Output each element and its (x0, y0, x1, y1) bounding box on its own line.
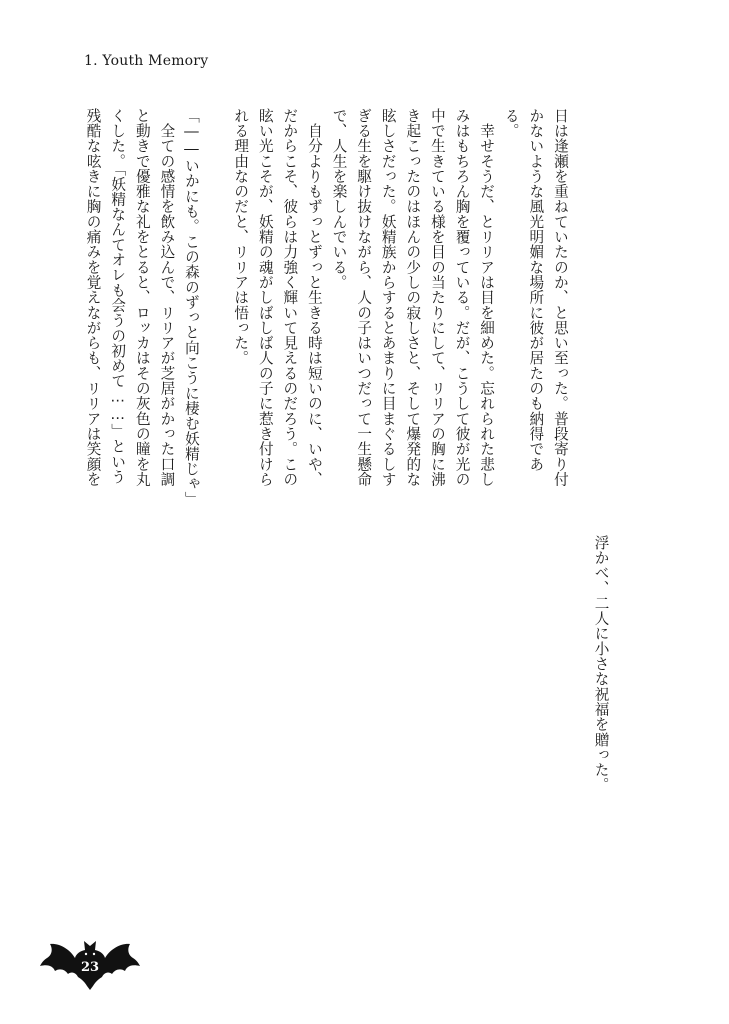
text-line: る。 (502, 108, 520, 139)
text-line: 幸せそうだ、とリリアは目を細めた。忘れられた悲し (478, 108, 496, 487)
text-line: 残酷な呟きに胸の痛みを覚えながらも、リリアは笑顔を (84, 108, 102, 487)
running-header: 1. Youth Memory (84, 53, 209, 69)
text-line: ぎる生を駆け抜けながら、人の子はいつだって一生懸命 (355, 108, 373, 487)
body-text-upper (80, 108, 572, 508)
text-line: 全ての感情を飲み込んで、リリアが芝居がかった口調 (158, 108, 176, 487)
text-line: だからこそ、彼らは力強く輝いて見えるのだろう。この (281, 108, 299, 487)
text-line: 「――いかにも。この森のずっと向こうに棲む妖精じゃ」 (182, 108, 200, 507)
page-folio (40, 938, 140, 990)
text-line: き起こったのはほんの少しの寂しさと、そして爆発的な (404, 108, 422, 487)
body-text-lower (588, 535, 613, 815)
text-line: で、人生を楽しんでいる。 (330, 108, 348, 290)
paragraph-gap (203, 108, 228, 508)
text-line: かないような風光明媚な場所に彼が居たのも納得であ (527, 108, 545, 472)
text-line: 眩しさだった。妖精族からするとあまりに目まぐるしす (379, 108, 397, 487)
text-line: 自分よりもずっとずっと生きる時は短いのに、いや、 (305, 108, 323, 487)
text-line: 中で生きている様を目の当たりにして、リリアの胸に沸 (428, 108, 446, 487)
text-line: 日は逢瀬を重ねていたのか、と思い至った。普段寄り付 (551, 108, 569, 487)
text-line: 浮かべ、二人に小さな祝福を贈った。 (592, 535, 610, 793)
text-line: みはもちろん胸を覆っている。だが、こうして彼が光の (453, 108, 471, 487)
page-number: 23 (80, 960, 100, 975)
text-line: くした。「妖精なんてオレも会うの初めて……」という (109, 108, 127, 485)
text-line: れる理由なのだと、リリアは悟った。 (232, 108, 250, 366)
text-line: 眩い光こそが、妖精の魂がしばしば人の子に惹き付けら (256, 108, 274, 487)
text-line: と動きで優雅な礼をとると、ロッカはその灰色の瞳を丸 (133, 108, 151, 487)
